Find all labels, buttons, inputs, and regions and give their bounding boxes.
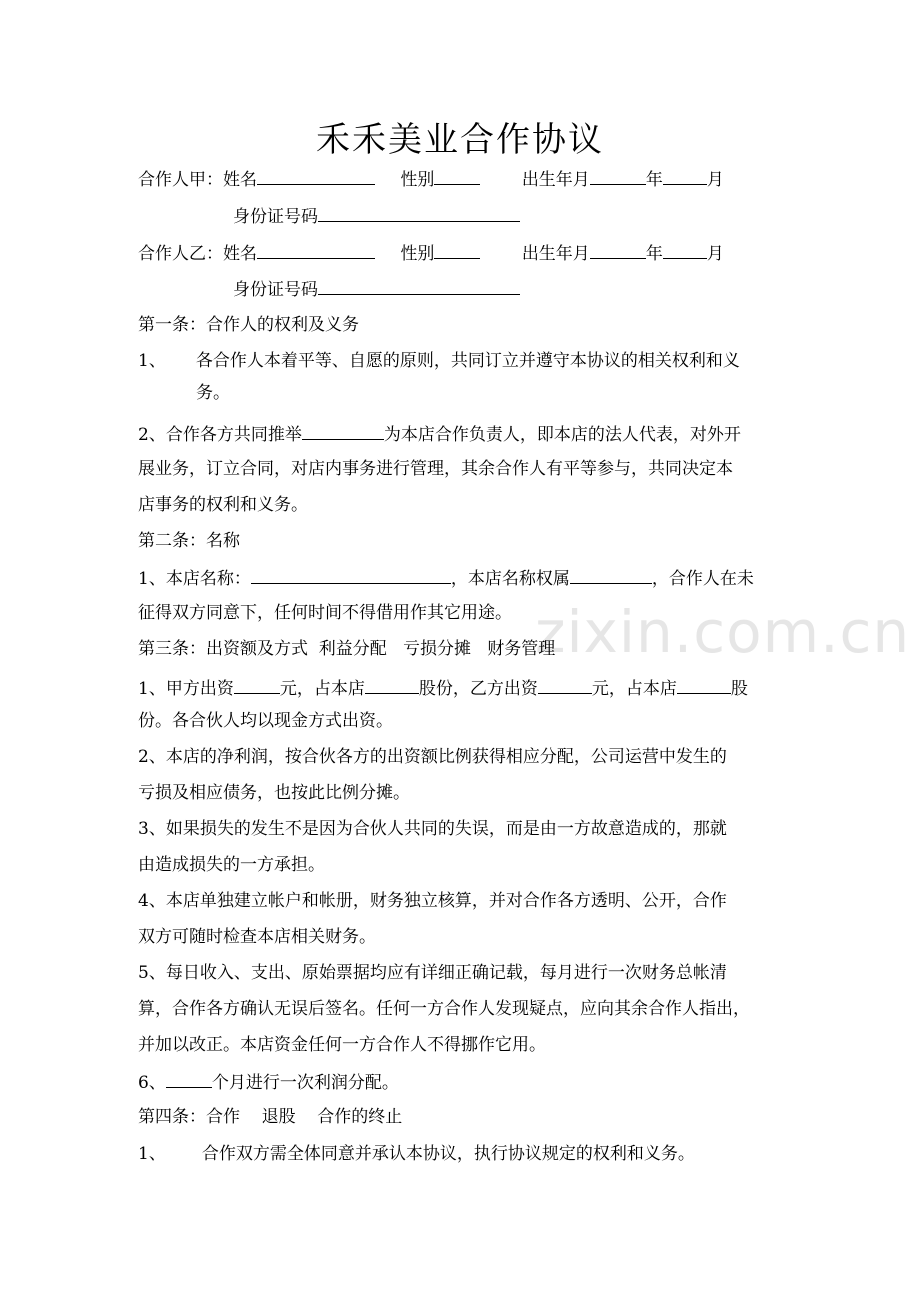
party-a-name-blank[interactable] [257, 166, 375, 185]
party-a-gender-label: 性别 [400, 170, 435, 190]
party-a-capital-blank[interactable] [234, 675, 280, 694]
party-a-birth-month-blank[interactable] [663, 166, 707, 185]
clause-text: ，本店名称权属 [450, 569, 570, 589]
article-3-clause-5: 5、每日收入、支出、原始票据均应有详细正确记载，每月进行一次财务总帐清 [138, 963, 727, 983]
article-1-clause-1 [138, 349, 740, 373]
watermark: zixin.com.cn [535, 598, 911, 666]
clause-text: 2、合作各方共同推举 [138, 425, 302, 445]
clause-text: 元，占本店 [591, 679, 677, 699]
party-b-birth-label: 出生年月 [521, 244, 590, 264]
party-a-name-label: 合作人甲：姓名 [138, 170, 257, 190]
party-a-month-label: 月 [706, 170, 724, 190]
clause-text: 元，占本店 [279, 679, 365, 699]
party-a-birth-label: 出生年月 [521, 170, 590, 190]
party-b-name-blank[interactable] [257, 240, 375, 259]
article-3-clause-3: 3、如果损失的发生不是因为合伙人共同的失误，而是由一方故意造成的，那就 [138, 819, 727, 839]
party-b-id-label: 身份证号码 [233, 280, 318, 300]
clause-text: 1、甲方出资 [138, 679, 234, 699]
party-b-id-blank[interactable] [318, 276, 520, 295]
article-3-clause-4: 4、本店单独建立帐户和帐册，财务独立核算，并对合作各方透明、公开，合作 [138, 891, 727, 911]
article-1-heading: 第一条：合作人的权利及义务 [138, 315, 359, 335]
article-3-clause-4-cont: 双方可随时检查本店相关财务。 [138, 927, 376, 947]
name-ownership-blank[interactable] [570, 565, 652, 584]
article-3-heading: 第三条：出资额及方式 利益分配 亏损分摊 财务管理 [138, 639, 556, 659]
party-a-year-label: 年 [645, 170, 663, 190]
party-b-birth-year-blank[interactable] [590, 240, 646, 259]
party-b-id-row [233, 276, 520, 300]
article-3-clause-1-cont: 份。各合伙人均以现金方式出资。 [138, 711, 393, 731]
party-a-share-blank[interactable] [365, 675, 419, 694]
party-a-row [138, 166, 724, 190]
article-3-clause-6 [138, 1069, 399, 1093]
article-1-clause-1-cont: 务。 [196, 383, 230, 403]
clause-text: 为本店合作负责人，即本店的法人代表，对外开 [383, 425, 741, 445]
party-b-name-label: 合作人乙：姓名 [138, 244, 257, 264]
party-b-row [138, 240, 724, 264]
clause-number: 1、 [138, 1144, 166, 1164]
article-3-clause-3-cont: 由造成损失的一方承担。 [138, 855, 325, 875]
party-b-month-label: 月 [706, 244, 724, 264]
article-1-clause-2-line-2: 展业务，订立合同，对店内事务进行管理，其余合作人有平等参与，共同决定本 [138, 459, 733, 479]
manager-blank[interactable] [302, 421, 384, 440]
article-4-clause-1 [138, 1142, 695, 1166]
party-a-id-label: 身份证号码 [233, 207, 318, 227]
party-b-year-label: 年 [645, 244, 663, 264]
article-1-clause-2-line-3: 店事务的权利和义务。 [138, 495, 308, 515]
article-3-clause-2: 2、本店的净利润，按合伙各方的出资额比例获得相应分配，公司运营中发生的 [138, 747, 727, 767]
clause-text: 股 [730, 679, 748, 699]
party-a-id-blank[interactable] [318, 203, 520, 222]
clause-text: 1、本店名称： [138, 569, 251, 589]
shop-name-blank[interactable] [251, 565, 451, 584]
clause-text: 个月进行一次利润分配。 [211, 1073, 399, 1093]
profit-interval-blank[interactable] [166, 1069, 212, 1088]
party-b-birth-month-blank[interactable] [663, 240, 707, 259]
party-b-gender-label: 性别 [400, 244, 435, 264]
document-title: 禾禾美业合作协议 [316, 120, 604, 160]
party-b-share-blank[interactable] [677, 675, 731, 694]
article-3-clause-5-line-2: 算，合作各方确认无误后签名。任何一方合作人发现疑点，应向其余合作人指出， [138, 999, 750, 1019]
article-2-heading: 第二条：名称 [138, 531, 240, 551]
party-a-id-row [233, 203, 520, 227]
clause-number: 6、 [138, 1073, 166, 1093]
article-3-clause-2-cont: 亏损及相应债务，也按此比例分摊。 [138, 783, 410, 803]
article-3-clause-5-line-3: 并加以改正。本店资金任何一方合作人不得挪作它用。 [138, 1035, 546, 1055]
article-2-clause-1-cont: 征得双方同意下，任何时间不得借用作其它用途。 [138, 603, 512, 623]
clause-text: 股份，乙方出资 [418, 679, 538, 699]
clause-text: 各合作人本着平等、自愿的原则，共同订立并遵守本协议的相关权利和义 [195, 351, 740, 371]
party-a-birth-year-blank[interactable] [590, 166, 646, 185]
article-4-heading: 第四条：合作 退股 合作的终止 [138, 1107, 403, 1127]
party-a-gender-blank[interactable] [434, 166, 480, 185]
article-2-clause-1 [138, 565, 754, 589]
clause-text: ，合作人在未 [651, 569, 754, 589]
party-b-capital-blank[interactable] [538, 675, 592, 694]
party-b-gender-blank[interactable] [434, 240, 480, 259]
clause-text: 合作双方需全体同意并承认本协议，执行协议规定的权利和义务。 [201, 1144, 695, 1164]
article-1-clause-2 [138, 421, 741, 445]
article-3-clause-1 [138, 675, 748, 699]
clause-number: 1、 [138, 351, 166, 371]
